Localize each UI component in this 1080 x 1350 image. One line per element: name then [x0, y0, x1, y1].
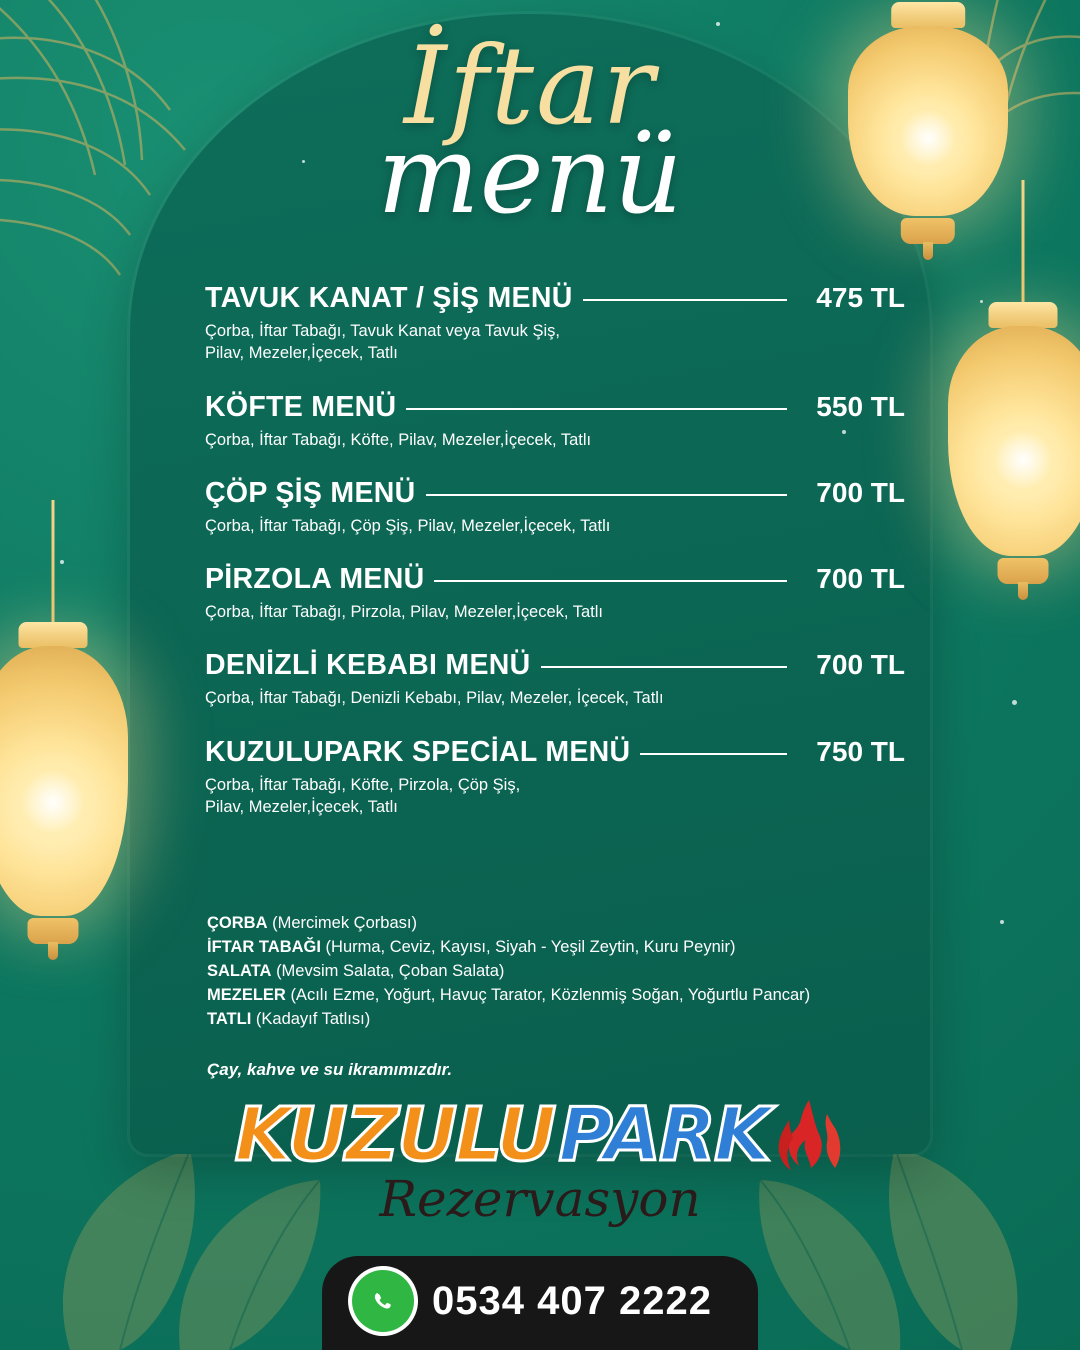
menu-item-price: 750 TL: [816, 735, 905, 767]
menu-item-description: Çorba, İftar Tabağı, Pirzola, Pilav, Mezeler,İçecek, Tatlı: [205, 603, 604, 622]
menu-item-header: [205, 391, 905, 424]
poster-header: [130, 24, 930, 239]
menu-item: [205, 563, 905, 623]
menu-item-leader-line: [406, 408, 787, 410]
ingredient-category: MEZELER: [207, 985, 286, 1004]
menu-item-price: 700 TL: [816, 649, 905, 681]
menu-item-price: 700 TL: [816, 476, 905, 508]
complimentary-note: Çay, kahve ve su ikramımızdır.: [207, 1060, 453, 1079]
menu-item-price: 475 TL: [816, 282, 905, 313]
ingredient-line: [207, 960, 927, 984]
menu-item-description: Çorba, İftar Tabağı, Köfte, Pirzola, Çöp Şiş, Pilav, Mezeler,İçecek, Tatlı: [205, 775, 521, 816]
menu-item-description: Çorba, İftar Tabağı, Tavuk Kanat veya Tavuk Şiş, Pilav, Mezeler,İçecek, Tatlı: [205, 322, 560, 363]
ingredient-line: [207, 984, 927, 1008]
ingredient-detail: (Mercimek Çorbası): [272, 914, 417, 932]
menu-item: [205, 736, 905, 819]
brand-logo: [234, 1092, 846, 1178]
menu-item-leader-line: [426, 494, 787, 496]
menu-item-description: Çorba, İftar Tabağı, Köfte, Pilav, Mezeler,İçecek, Tatlı: [205, 430, 592, 449]
whatsapp-icon[interactable]: [352, 1270, 414, 1332]
menu-item-list: [205, 282, 905, 844]
menu-item-leader-line: [583, 299, 787, 301]
brand-logo-part1: KUZULU: [234, 1092, 555, 1178]
flame-icon: [773, 1098, 845, 1172]
title-iftar: İftar: [403, 24, 657, 149]
menu-item-price: 550 TL: [816, 390, 905, 422]
menu-item-leader-line: [640, 753, 787, 755]
menu-item-header: [205, 736, 905, 769]
menu-item: [205, 282, 905, 365]
menu-item-header: [205, 563, 905, 596]
ingredient-category: ÇORBA: [207, 914, 268, 932]
menu-item-name: ÇÖP ŞİŞ MENÜ: [205, 476, 416, 509]
menu-item-header: [205, 477, 905, 510]
ingredient-line: [207, 936, 927, 960]
lantern-icon: [948, 300, 1080, 590]
ingredient-line: [207, 1008, 927, 1032]
sparkle-icon: [60, 560, 64, 564]
ingredients-notes: [207, 912, 927, 1032]
ingredient-category: TATLI: [207, 1009, 252, 1028]
menu-item: [205, 477, 905, 537]
ingredient-detail: (Kadayıf Tatlısı): [255, 1009, 371, 1028]
brand-logo-part2: PARK: [558, 1092, 770, 1178]
reservation-script: Rezervasyon: [379, 1170, 701, 1228]
menu-item: [205, 391, 905, 451]
sparkle-icon: [1012, 700, 1017, 705]
menu-item-leader-line: [541, 666, 787, 668]
title-menu: menü: [377, 113, 683, 239]
menu-item-name: KUZULUPARK SPECİAL MENÜ: [205, 735, 631, 768]
menu-item-price: 700 TL: [816, 563, 905, 595]
menu-item-name: DENİZLİ KEBABI MENÜ: [205, 649, 531, 682]
menu-item-description: Çorba, İftar Tabağı, Çöp Şiş, Pilav, Mezeler,İçecek, Tatlı: [205, 516, 611, 535]
menu-item-header: [205, 649, 905, 682]
ingredient-detail: (Hurma, Ceviz, Kayısı, Siyah - Yeşil Zeytin, Kuru Peynir): [325, 937, 736, 956]
menu-item-header: [205, 282, 905, 315]
lantern-icon: [0, 620, 128, 950]
contact-bar[interactable]: [322, 1256, 758, 1350]
ingredient-line: [207, 912, 927, 936]
sparkle-icon: [1000, 920, 1004, 924]
phone-number[interactable]: 0534 407 2222: [432, 1278, 712, 1323]
menu-item-name: PİRZOLA MENÜ: [205, 563, 425, 596]
menu-item-name: TAVUK KANAT / ŞİŞ MENÜ: [205, 282, 573, 314]
menu-item-leader-line: [434, 580, 787, 582]
brand-block: [0, 1092, 1080, 1228]
ingredient-detail: (Acılı Ezme, Yoğurt, Havuç Tarator, Közlenmiş Soğan, Yoğurtlu Pancar): [290, 985, 811, 1004]
ingredient-detail: (Mevsim Salata, Çoban Salata): [276, 961, 505, 980]
menu-item-name: KÖFTE MENÜ: [205, 390, 397, 423]
sparkle-icon: [716, 22, 720, 26]
menu-item: [205, 649, 905, 709]
ingredient-category: İFTAR TABAĞI: [207, 937, 321, 956]
menu-item-description: Çorba, İftar Tabağı, Denizli Kebabı, Pilav, Mezeler, İçecek, Tatlı: [205, 689, 664, 708]
ingredient-category: SALATA: [207, 961, 272, 980]
